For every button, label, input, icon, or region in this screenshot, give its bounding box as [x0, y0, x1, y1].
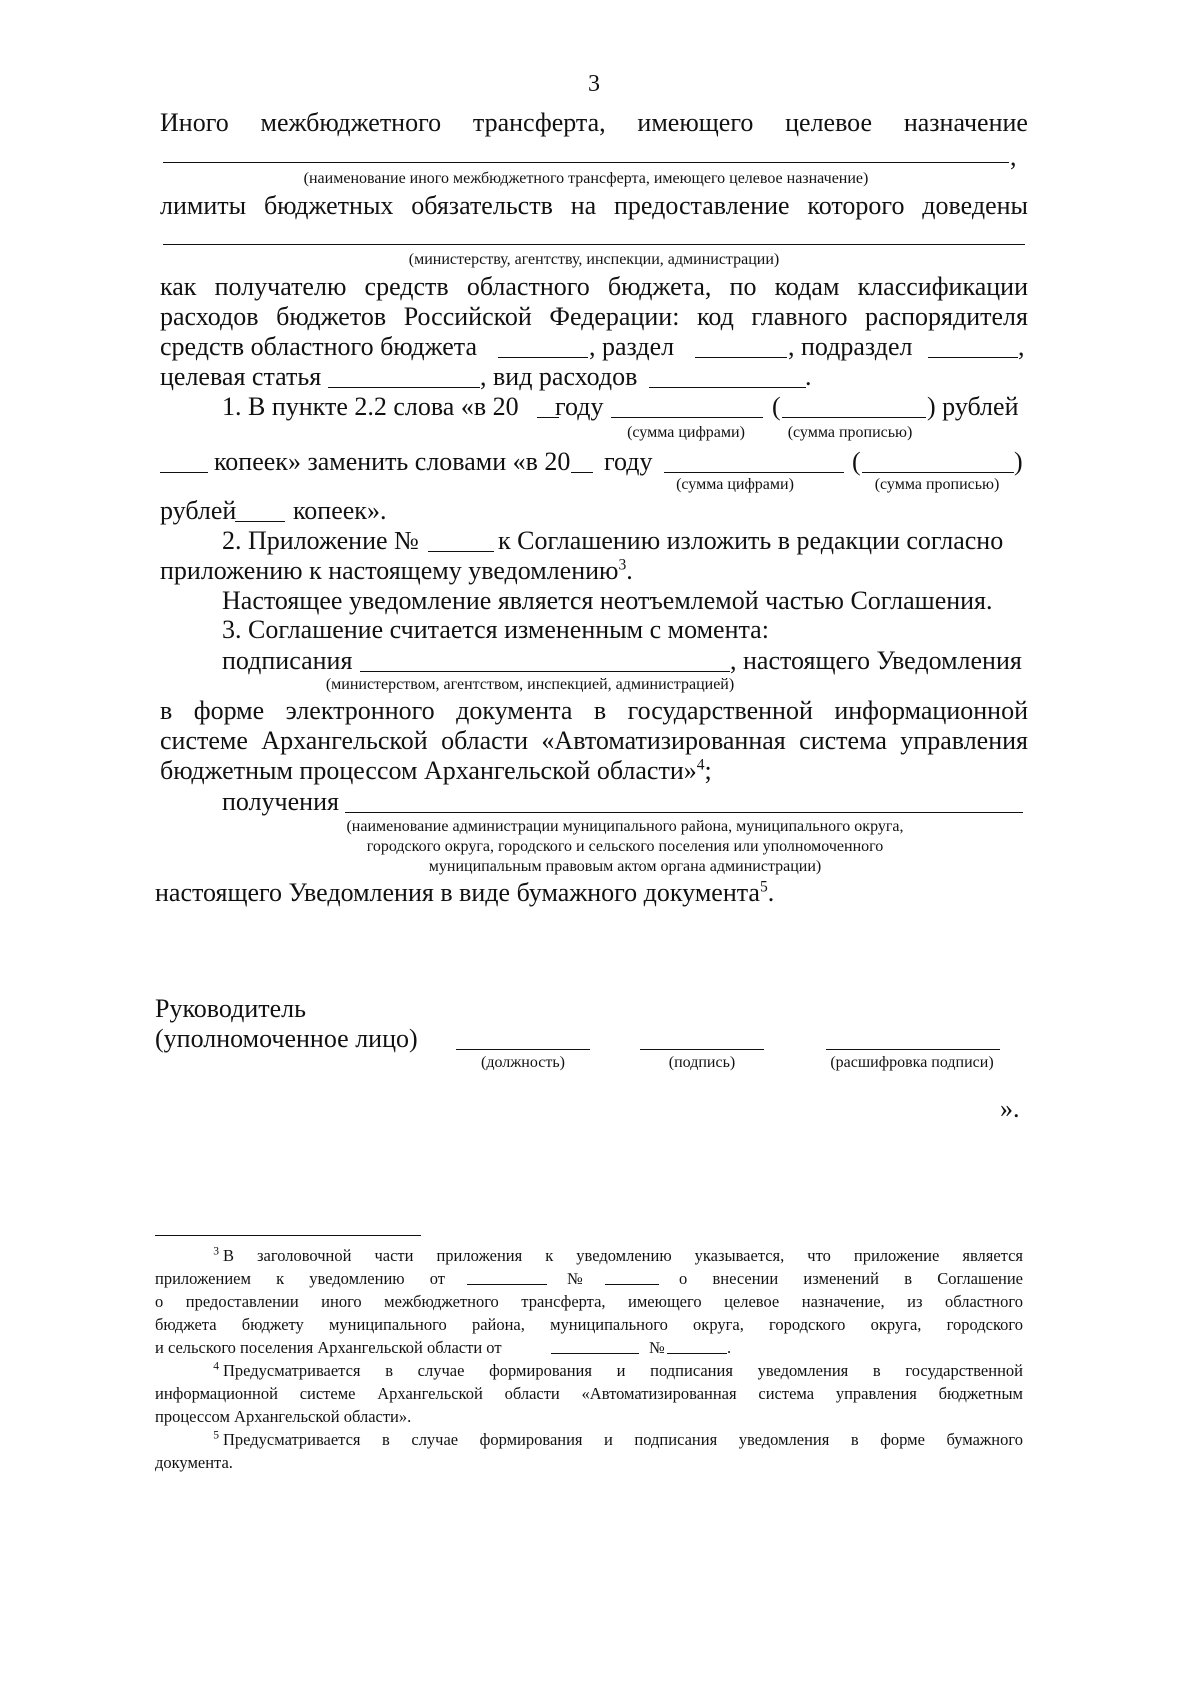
intro-comma: , [1010, 142, 1017, 171]
footnote-3-line-4: бюджета бюджету муниципального района, муниципального округа, городского округа, городского [155, 1315, 1023, 1334]
footnote-ref-4: 4 [696, 756, 705, 774]
caption-position: (должность) [481, 1054, 565, 1071]
item3-paper-text: настоящего Уведомления в виде бумажного документа [155, 878, 760, 907]
footnote-3-text-5c: . [727, 1338, 732, 1357]
footnote-3-line-3: о предоставлении иного межбюджетного трансферта, имеющего целевое назначение, из областного [155, 1292, 1023, 1311]
item3-line-e1: в форме электронного документа в государственной информационной [160, 696, 1028, 725]
intro-word: назначение [903, 108, 1028, 137]
item1-part-a: 1. В пункте 2.2 слова «в 20 [222, 392, 519, 421]
intro-line-5d: , [1018, 332, 1025, 361]
caption-receiver-1: (наименование администрации муниципального района, муниципального округа, [346, 818, 904, 835]
blank-gr-code [498, 357, 588, 358]
blank-sum-words-1 [782, 417, 926, 418]
intro-line-6a: целевая статья [160, 362, 322, 391]
item2-line2 [160, 555, 633, 587]
footnote-3-line-1 [155, 1244, 1023, 1267]
intro-word: межбюджетного [260, 108, 442, 137]
blank-recipient [163, 244, 1025, 245]
footnote-separator [155, 1235, 421, 1236]
closing-quote: ». [1000, 1094, 1020, 1123]
item3-line-e2: системе Архангельской области «Автоматизированная система управления [160, 726, 1028, 755]
footnote-5-line-1 [155, 1428, 1023, 1451]
blank-signatory [360, 671, 730, 672]
item2-line2-text: приложению к настоящему уведомлению [160, 556, 619, 585]
footnote-3-text-2a: приложением к уведомлению от [155, 1269, 445, 1288]
footnote-3-number: 3 [213, 1245, 219, 1258]
item1-part-d: ) рублей [927, 392, 1019, 421]
item3-paper [155, 877, 774, 909]
caption-recipient: (министерству, агентству, инспекции, администрации) [408, 251, 780, 268]
intro-word: трансферта, [472, 108, 606, 137]
blank-section [695, 357, 787, 358]
intro-line-2: лимиты бюджетных обязательств на предоставление которого доведены [160, 191, 1028, 220]
intro-line-5a: средств областного бюджета [160, 332, 478, 361]
blank-kopeks-1 [160, 472, 208, 473]
blank-fn-number-1 [605, 1284, 659, 1285]
footnote-3-text-2b: № [567, 1269, 583, 1288]
blank-receiver [345, 812, 1023, 813]
blank-signature [640, 1049, 764, 1050]
item1-line2-d: ) [1014, 447, 1023, 476]
intro-line-5c: , подраздел [788, 332, 913, 361]
footnote-ref-3: 3 [618, 556, 627, 574]
item3-line-e3-end: ; [704, 756, 712, 785]
intro-line-1 [160, 107, 1028, 139]
item1-line2-a: копеек» заменить словами «в 20 [214, 447, 571, 476]
blank-target-article [328, 387, 480, 388]
blank-fn-date-2 [551, 1353, 639, 1354]
footnote-4-number: 4 [213, 1360, 219, 1373]
intro-line-3: как получателю средств областного бюджета, по кодам классификации [160, 272, 1028, 301]
blank-decoding [826, 1049, 1000, 1050]
item3-title: 3. Соглашение считается измененным с момента: [222, 615, 769, 644]
footnote-3-text-2c: о внесении изменений в Соглашение [679, 1269, 1023, 1288]
item1-line3-a: рублей [160, 496, 237, 525]
caption-sum-digits-1: (сумма цифрами) [627, 424, 745, 441]
footnote-5-line-2: документа. [155, 1453, 233, 1472]
blank-sum-digits-1 [611, 417, 763, 418]
page-number: 3 [588, 71, 600, 97]
caption-receiver-3: муниципальным правовым актом органа администрации) [428, 858, 822, 875]
intro-line-5b: , раздел [589, 332, 675, 361]
blank-kopeks-2 [235, 521, 285, 522]
blank-position [456, 1049, 590, 1050]
footnote-3-line-5 [155, 1336, 1023, 1359]
footnote-5-text-1: Предусматривается в случае формирования и подписания уведомления в форме бумажного [223, 1430, 1023, 1449]
footnote-4-line-2: информационной системе Архангельской области «Автоматизированная система управления бюджетным [155, 1384, 1023, 1403]
blank-fn-date-1 [467, 1284, 547, 1285]
intro-word: имеющего [637, 108, 754, 137]
item2-line3: Настоящее уведомление является неотъемлемой частью Соглашения. [222, 586, 993, 615]
intro-line-4: расходов бюджетов Российской Федерации: код главного распорядителя [160, 302, 1028, 331]
item3-receive: получения [222, 787, 339, 816]
item1-part-b: году [555, 392, 604, 421]
item3-paper-end: . [767, 878, 775, 907]
intro-word: Иного [160, 108, 229, 137]
blank-fn-number-2 [667, 1353, 727, 1354]
caption-receiver-2: городского округа, городского и сельского поселения или уполномоченного [366, 838, 884, 855]
blank-sum-digits-2 [664, 472, 844, 473]
footnote-3-text-5b: № [649, 1338, 665, 1357]
footnote-4-line-3: процессом Архангельской области». [155, 1407, 412, 1426]
item3-sign-a: подписания [222, 646, 353, 675]
blank-expense-type [649, 387, 806, 388]
signature-head-1: Руководитель [155, 994, 306, 1023]
caption-decoding: (расшифровка подписи) [830, 1054, 994, 1071]
item2-line2-end: . [626, 556, 633, 585]
signature-head-2: (уполномоченное лицо) [155, 1024, 418, 1053]
footnote-ref-5: 5 [759, 878, 768, 896]
blank-appendix-number [428, 551, 494, 552]
item2-part-b: к Соглашению изложить в редакции согласно [498, 526, 1004, 555]
item3-line-e3-text: бюджетным процессом Архангельской области» [160, 756, 697, 785]
footnote-3-text-5a: и сельского поселения Архангельской области от [155, 1338, 502, 1357]
blank-year-2 [571, 472, 593, 473]
caption-signature: (подпись) [668, 1054, 736, 1071]
caption-signatory: (министерством, агентством, инспекцией, администрацией) [325, 676, 735, 693]
item2-part-a: 2. Приложение № [222, 526, 419, 555]
intro-line-6b: , вид расходов [480, 362, 638, 391]
item1-part-c: ( [772, 392, 781, 421]
intro-line-6c: . [805, 362, 812, 391]
item3-line-e3 [160, 755, 712, 787]
footnote-5-number: 5 [213, 1429, 219, 1442]
item1-line2-b: году [604, 447, 653, 476]
caption-sum-digits-2: (сумма цифрами) [676, 476, 794, 493]
blank-sum-words-2 [862, 472, 1014, 473]
caption-sum-words-2: (сумма прописью) [874, 476, 1000, 493]
intro-word: целевое [785, 108, 873, 137]
caption-sum-words-1: (сумма прописью) [787, 424, 913, 441]
blank-subsection [928, 357, 1018, 358]
item1-line2-c: ( [852, 447, 861, 476]
blank-transfer-name [163, 162, 1009, 163]
item1-line3-b: копеек». [293, 496, 387, 525]
footnote-3-text-1: В заголовочной части приложения к уведомлению указывается, что приложение является [223, 1246, 1023, 1265]
footnote-4-text-1: Предусматривается в случае формирования и подписания уведомления в государственной [223, 1361, 1023, 1380]
footnote-4-line-1 [155, 1359, 1023, 1382]
item3-sign-b: , настоящего Уведомления [730, 646, 1022, 675]
caption-transfer-name: (наименование иного межбюджетного трансферта, имеющего целевое назначение) [303, 170, 869, 187]
